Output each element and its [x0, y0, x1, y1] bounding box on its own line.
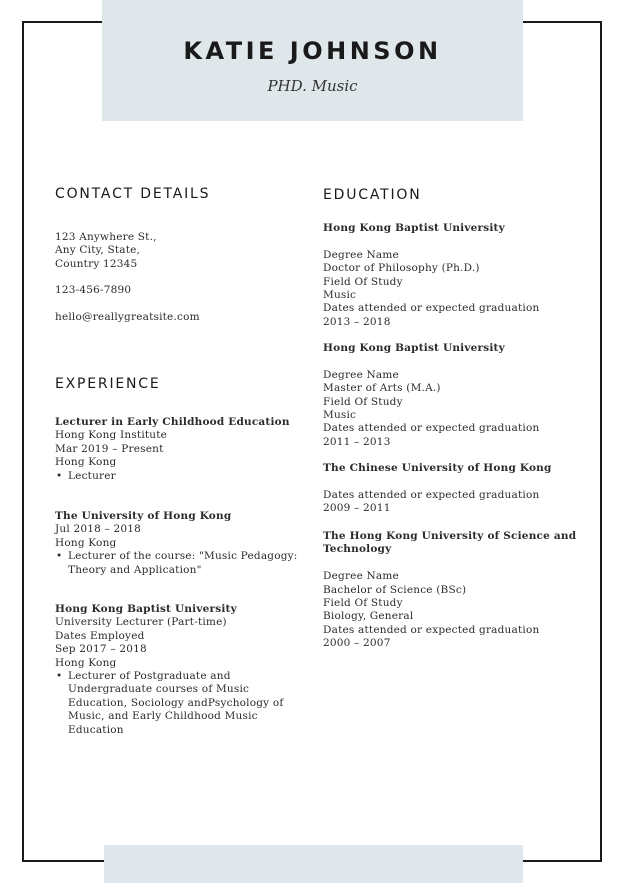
job-line: University Lecturer (Part-time): [55, 616, 227, 629]
person-title: PHD. Music: [267, 77, 358, 95]
experience-entry: [55, 510, 305, 577]
education-line: Dates attended or expected graduation: [323, 422, 540, 435]
education-line: Degree Name: [323, 570, 399, 583]
education-line: Master of Arts (M.A.): [323, 382, 441, 395]
education-line: Dates attended or expected graduation: [323, 623, 540, 636]
education-line: 2013 – 2018: [323, 315, 391, 328]
bullet-line: • Lecturer of Postgraduate and: [68, 670, 231, 683]
experience-entry: [55, 603, 305, 737]
education-entry: [323, 222, 573, 329]
contact-address: [55, 231, 157, 271]
education-entry: [323, 530, 577, 651]
contact-phone: 123-456-7890: [55, 284, 132, 296]
school-name: Technology: [323, 543, 392, 556]
education-line: Field Of Study: [323, 597, 403, 610]
education-line: Music: [323, 409, 357, 422]
education-line: Biology, General: [323, 610, 414, 623]
bullet-line: • Lecturer of the course: "Music Pedagogy:: [68, 550, 298, 563]
education-line: Bachelor of Science (BSc): [323, 583, 467, 596]
school-name: The Chinese University of Hong Kong: [323, 462, 552, 474]
job-bullet: [55, 470, 305, 483]
school-name: Hong Kong Baptist University: [323, 222, 505, 234]
person-name: KATIE JOHNSON: [183, 37, 442, 65]
bullet-line: Undergraduate courses of Music: [68, 683, 250, 696]
job-line: Hong Kong: [55, 456, 117, 469]
education-entry: [323, 462, 573, 516]
job-line: Hong Kong: [55, 656, 117, 669]
job-line: Mar 2019 – Present: [55, 442, 164, 455]
education-line: Music: [323, 289, 357, 302]
job-line: Dates Employed: [55, 629, 145, 642]
address-line: Country 12345: [55, 257, 138, 270]
contact-email: hello@reallygreatsite.com: [55, 311, 200, 323]
bullet-line: Education, Sociology andPsychology of: [68, 696, 284, 709]
bullet-line: Theory and Application": [68, 563, 202, 576]
education-line: Degree Name: [323, 248, 399, 261]
contact-heading: CONTACT DETAILS: [55, 186, 211, 202]
bullet-line: Music, and Early Childhood Music: [68, 710, 258, 723]
job-title: The University of Hong Kong: [55, 510, 232, 522]
address-line: 123 Anywhere St.,: [55, 231, 157, 243]
education-line: 2009 – 2011: [323, 502, 391, 515]
education-line: Doctor of Philosophy (Ph.D.): [323, 262, 480, 275]
school-name: Hong Kong Baptist University: [323, 342, 505, 354]
job-line: Sep 2017 – 2018: [55, 643, 147, 656]
education-line: Dates attended or expected graduation: [323, 302, 540, 315]
job-bullet: [55, 550, 305, 577]
job-line: Hong Kong: [55, 536, 117, 549]
job-title: Hong Kong Baptist University: [55, 603, 237, 615]
job-line: Hong Kong Institute: [55, 429, 168, 442]
job-bullet: [55, 670, 305, 737]
bullet-line: Education: [68, 723, 124, 736]
job-line: Jul 2018 – 2018: [55, 523, 142, 536]
address-line: Any City, State,: [55, 244, 141, 257]
education-heading: EDUCATION: [323, 187, 422, 203]
experience-entry: [55, 416, 305, 483]
job-title: Lecturer in Early Childhood Education: [55, 416, 290, 428]
education-line: Degree Name: [323, 368, 399, 381]
education-line: Field Of Study: [323, 275, 403, 288]
education-line: 2000 – 2007: [323, 637, 391, 650]
bullet-line: • Lecturer: [68, 469, 116, 482]
education-line: 2011 – 2013: [323, 435, 391, 448]
education-entry: [323, 342, 573, 449]
experience-heading: EXPERIENCE: [55, 376, 161, 392]
school-name: The Hong Kong University of Science and: [323, 530, 577, 542]
footer-band: [104, 845, 523, 883]
education-line: Dates attended or expected graduation: [323, 488, 540, 501]
education-line: Field Of Study: [323, 395, 403, 408]
